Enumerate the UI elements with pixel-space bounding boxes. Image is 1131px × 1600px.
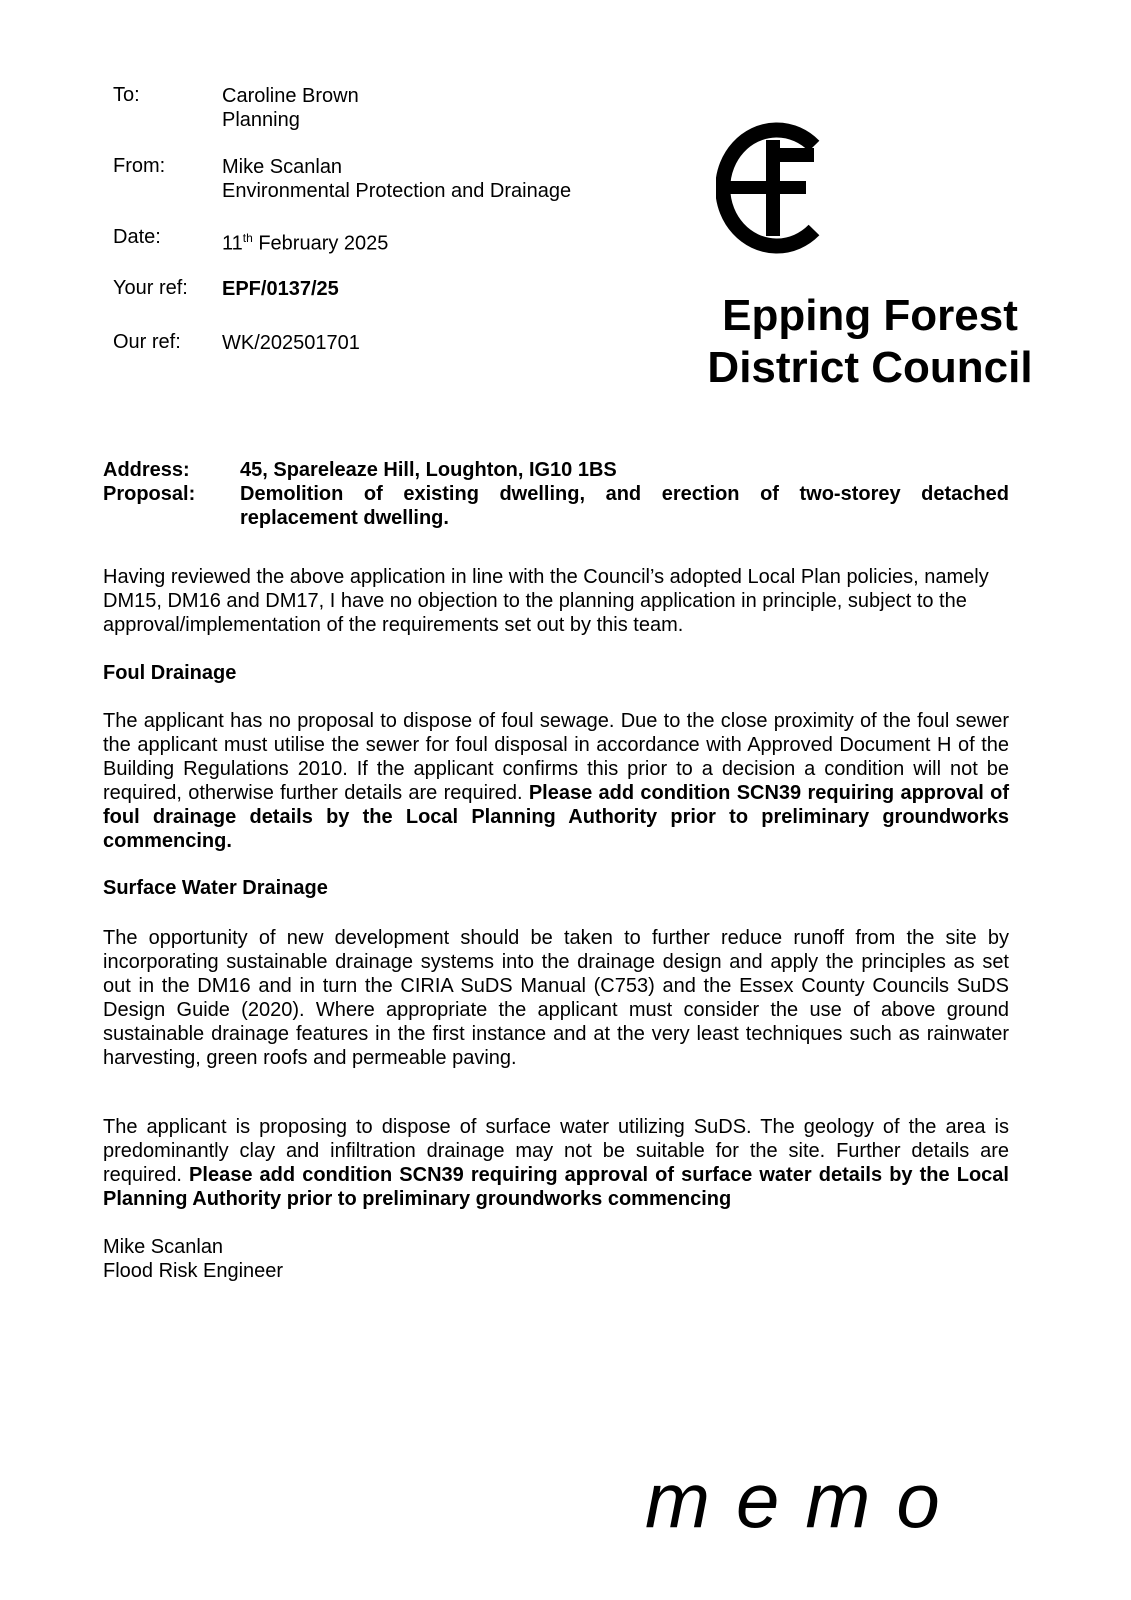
to-name: Caroline Brown — [222, 85, 359, 107]
surface-drainage-paragraph-2 — [103, 1115, 1009, 1211]
your-ref-label: Your ref: — [113, 277, 188, 299]
address-row — [103, 458, 1009, 482]
surface-drainage-text: The applicant is proposing to dispose of surface water utilizing SuDS. The geology of the area is predominantly clay and infiltration drainage may not be suitable for the site. Further details are required. — [103, 1116, 1009, 1186]
council-logo-icon — [716, 118, 836, 258]
signoff-name: Mike Scanlan — [103, 1236, 224, 1258]
your-ref-value: EPF/0137/25 — [222, 278, 339, 300]
date-label: Date: — [113, 226, 161, 248]
date-value — [222, 226, 388, 256]
our-ref-label: Our ref: — [113, 331, 181, 353]
date-day: 11 — [222, 232, 243, 255]
from-value — [222, 155, 571, 203]
foul-drainage-condition: Please add condition SCN39 requiring approval of foul drainage details by the Local Planning Authority prior to preliminary groundworks commencing. — [103, 782, 1009, 852]
memo-wordmark: memo — [645, 1456, 966, 1544]
proposal-label: Proposal: — [103, 483, 196, 505]
to-dept: Planning — [222, 109, 300, 131]
foul-drainage-paragraph — [103, 709, 1009, 853]
council-name-line1: Epping Forest — [722, 291, 1018, 340]
from-label: From: — [113, 155, 166, 177]
signoff-title: Flood Risk Engineer — [103, 1260, 284, 1282]
to-label: To: — [113, 84, 140, 106]
proposal-value: Demolition of existing dwelling, and erection of two-storey detached replacement dwelling. — [240, 483, 1009, 529]
surface-drainage-condition: Please add condition SCN39 requiring approval of surface water details by the Local Planning Authority prior to preliminary groundworks commencing — [103, 1164, 1009, 1210]
date-rest: February 2025 — [252, 232, 389, 255]
surface-drainage-paragraph-1: The opportunity of new development should be taken to further reduce runoff from the site by incorporating sustainable drainage systems into the drainage design and apply the principles as set out in the DM16 and in turn the CIRIA SuDS Manual (C753) and the Essex County Councils SuDS Design Guide (2020). Where appropriate the applicant must consider the use of above ground sustainable drainage features in the first instance and at the very least techniques such as rainwater harvesting, green roofs and permeable paving. — [103, 927, 1009, 1069]
from-dept: Environmental Protection and Drainage — [222, 180, 572, 202]
council-name — [690, 290, 1050, 394]
foul-drainage-text: The applicant has no proposal to dispose of foul sewage. Due to the close proximity of the foul sewer the applicant must utilise the sewer for foul disposal in accordance with Approved Document H of the Building Regulations 2010. If the applicant confirms this prior to a decision a condition will not be required, otherwise further details are required. — [103, 710, 1009, 804]
from-name: Mike Scanlan — [222, 156, 343, 178]
intro-paragraph: Having reviewed the above application in line with the Council’s adopted Local Plan policies, namely DM15, DM16 and DM17, I have no objection to the planning application in principle, subject to the approval/implementation of the requirements set out by this team. — [103, 566, 989, 636]
signoff — [103, 1235, 1009, 1283]
proposal-row — [103, 482, 1009, 530]
council-name-line2: District Council — [707, 343, 1033, 392]
address-label: Address: — [103, 459, 190, 481]
our-ref-value: WK/202501701 — [222, 332, 360, 354]
date-suffix: th — [242, 231, 253, 245]
address-value: 45, Spareleaze Hill, Loughton, IG10 1BS — [240, 459, 617, 481]
foul-drainage-heading: Foul Drainage — [103, 662, 237, 684]
to-value — [222, 84, 359, 132]
surface-drainage-heading: Surface Water Drainage — [103, 877, 328, 899]
